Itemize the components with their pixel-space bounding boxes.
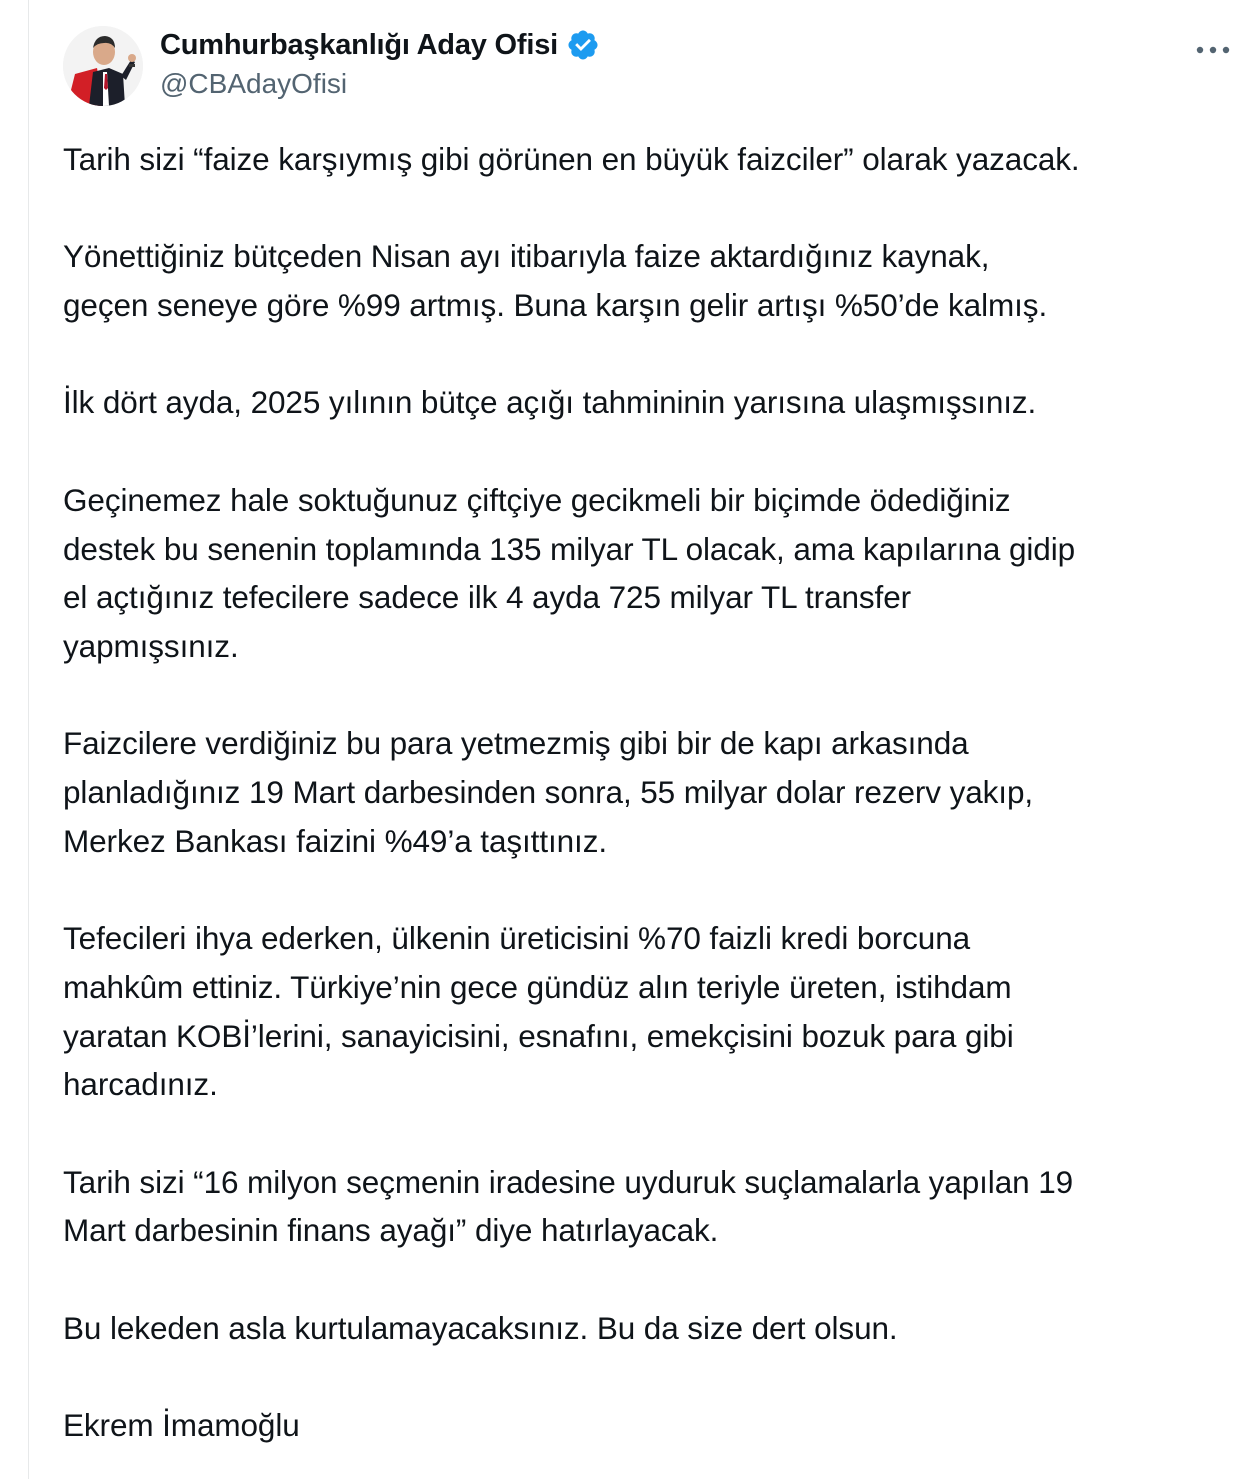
user-identity	[160, 26, 600, 100]
tweet-paragraph: Tarih sizi “faize karşıymış gibi görünen en büyük faizciler” olarak yazacak.	[63, 141, 1080, 177]
avatar-image	[63, 26, 143, 106]
tweet-text	[63, 135, 1228, 1450]
tweet-paragraph: Geçinemez hale soktuğunuz çiftçiye gecikmeli bir biçimde ödediğiniz destek bu senenin toplamında 135 milyar TL olacak, ama kapılarına gidip el açtığınız tefecilere sadece ilk 4 ayda 725 milyar TL transfer yapmışsınız.	[63, 481, 1076, 664]
display-name-row	[160, 26, 600, 64]
tweet-header	[63, 26, 1233, 110]
tweet-paragraph: Tefecileri ihya ederken, ülkenin üreticisini %70 faizli kredi borcuna mahkûm ettiniz. Türkiye’nin gece gündüz alın teriyle üreten, istihdam yaratan KOBİ’lerini, sanayicisini, esnafını, emekçisini bozuk para gibi harcadınız.	[63, 920, 1014, 1103]
tweet[interactable]	[29, 0, 1255, 1479]
tweet-paragraph: Faizcilere verdiğiniz bu para yetmezmiş gibi bir de kapı arkasında planladığınız 19 Mart darbesinden sonra, 55 milyar dolar rezerv yakıp, Merkez Bankası faizini %49’a taşıttınız.	[63, 725, 1034, 859]
tweet-paragraph: İlk dört ayda, 2025 yılının bütçe açığı tahmininin yarısına ulaşmışsınız.	[63, 384, 1037, 421]
avatar[interactable]	[63, 26, 143, 106]
display-name[interactable]: Cumhurbaşkanlığı Aday Ofisi	[160, 28, 558, 61]
user-handle[interactable]: @CBAdayOfisi	[160, 68, 348, 99]
tweet-paragraph: Yönettiğiniz bütçeden Nisan ayı itibarıyla faize aktardığınız kaynak, geçen seneye göre %99 artmış. Buna karşın gelir artışı %50’de kalmış.	[63, 238, 1048, 324]
tweet-paragraph: Bu lekeden asla kurtulamayacaksınız. Bu da size dert olsun.	[63, 1309, 898, 1346]
more-options-button[interactable]	[1193, 32, 1233, 64]
tweet-paragraph: Tarih sizi “16 milyon seçmenin iradesine uyduruk suçlamalarla yapılan 19 Mart darbesinin finans ayağı” diye hatırlayacak.	[63, 1163, 1074, 1249]
tweet-signature: Ekrem İmamoğlu	[63, 1407, 300, 1444]
more-horizontal-icon	[1193, 32, 1233, 64]
verified-badge-icon	[566, 28, 600, 62]
